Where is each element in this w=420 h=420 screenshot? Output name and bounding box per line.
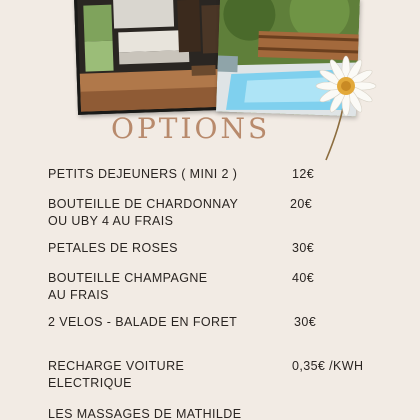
option-label: RECHARGE VOITURE ELECTRIQUE: [48, 359, 185, 390]
daisy-flower: [310, 52, 382, 164]
option-price: 0,35€ /KWH: [292, 359, 364, 373]
option-label: PETALES DE ROSES: [48, 241, 178, 255]
option-price: 30€: [294, 315, 317, 329]
option-label: PETITS DEJEUNERS ( MINI 2 ): [48, 167, 238, 181]
option-price: 12€: [292, 167, 315, 181]
option-label: BOUTEILLE CHAMPAGNE AU FRAIS: [48, 271, 208, 302]
option-label: LES MASSAGES DE MATHILDE: [48, 407, 242, 420]
option-price: 30€: [292, 241, 315, 255]
option-label: 2 VELOS - BALADE EN FORET: [48, 315, 238, 329]
option-price: 20€: [290, 197, 313, 211]
page-title: OPTIONS: [111, 112, 271, 145]
option-label: BOUTEILLE DE CHARDONNAY OU UBY 4 AU FRAIS: [48, 197, 239, 228]
option-price: 40€: [292, 271, 315, 285]
